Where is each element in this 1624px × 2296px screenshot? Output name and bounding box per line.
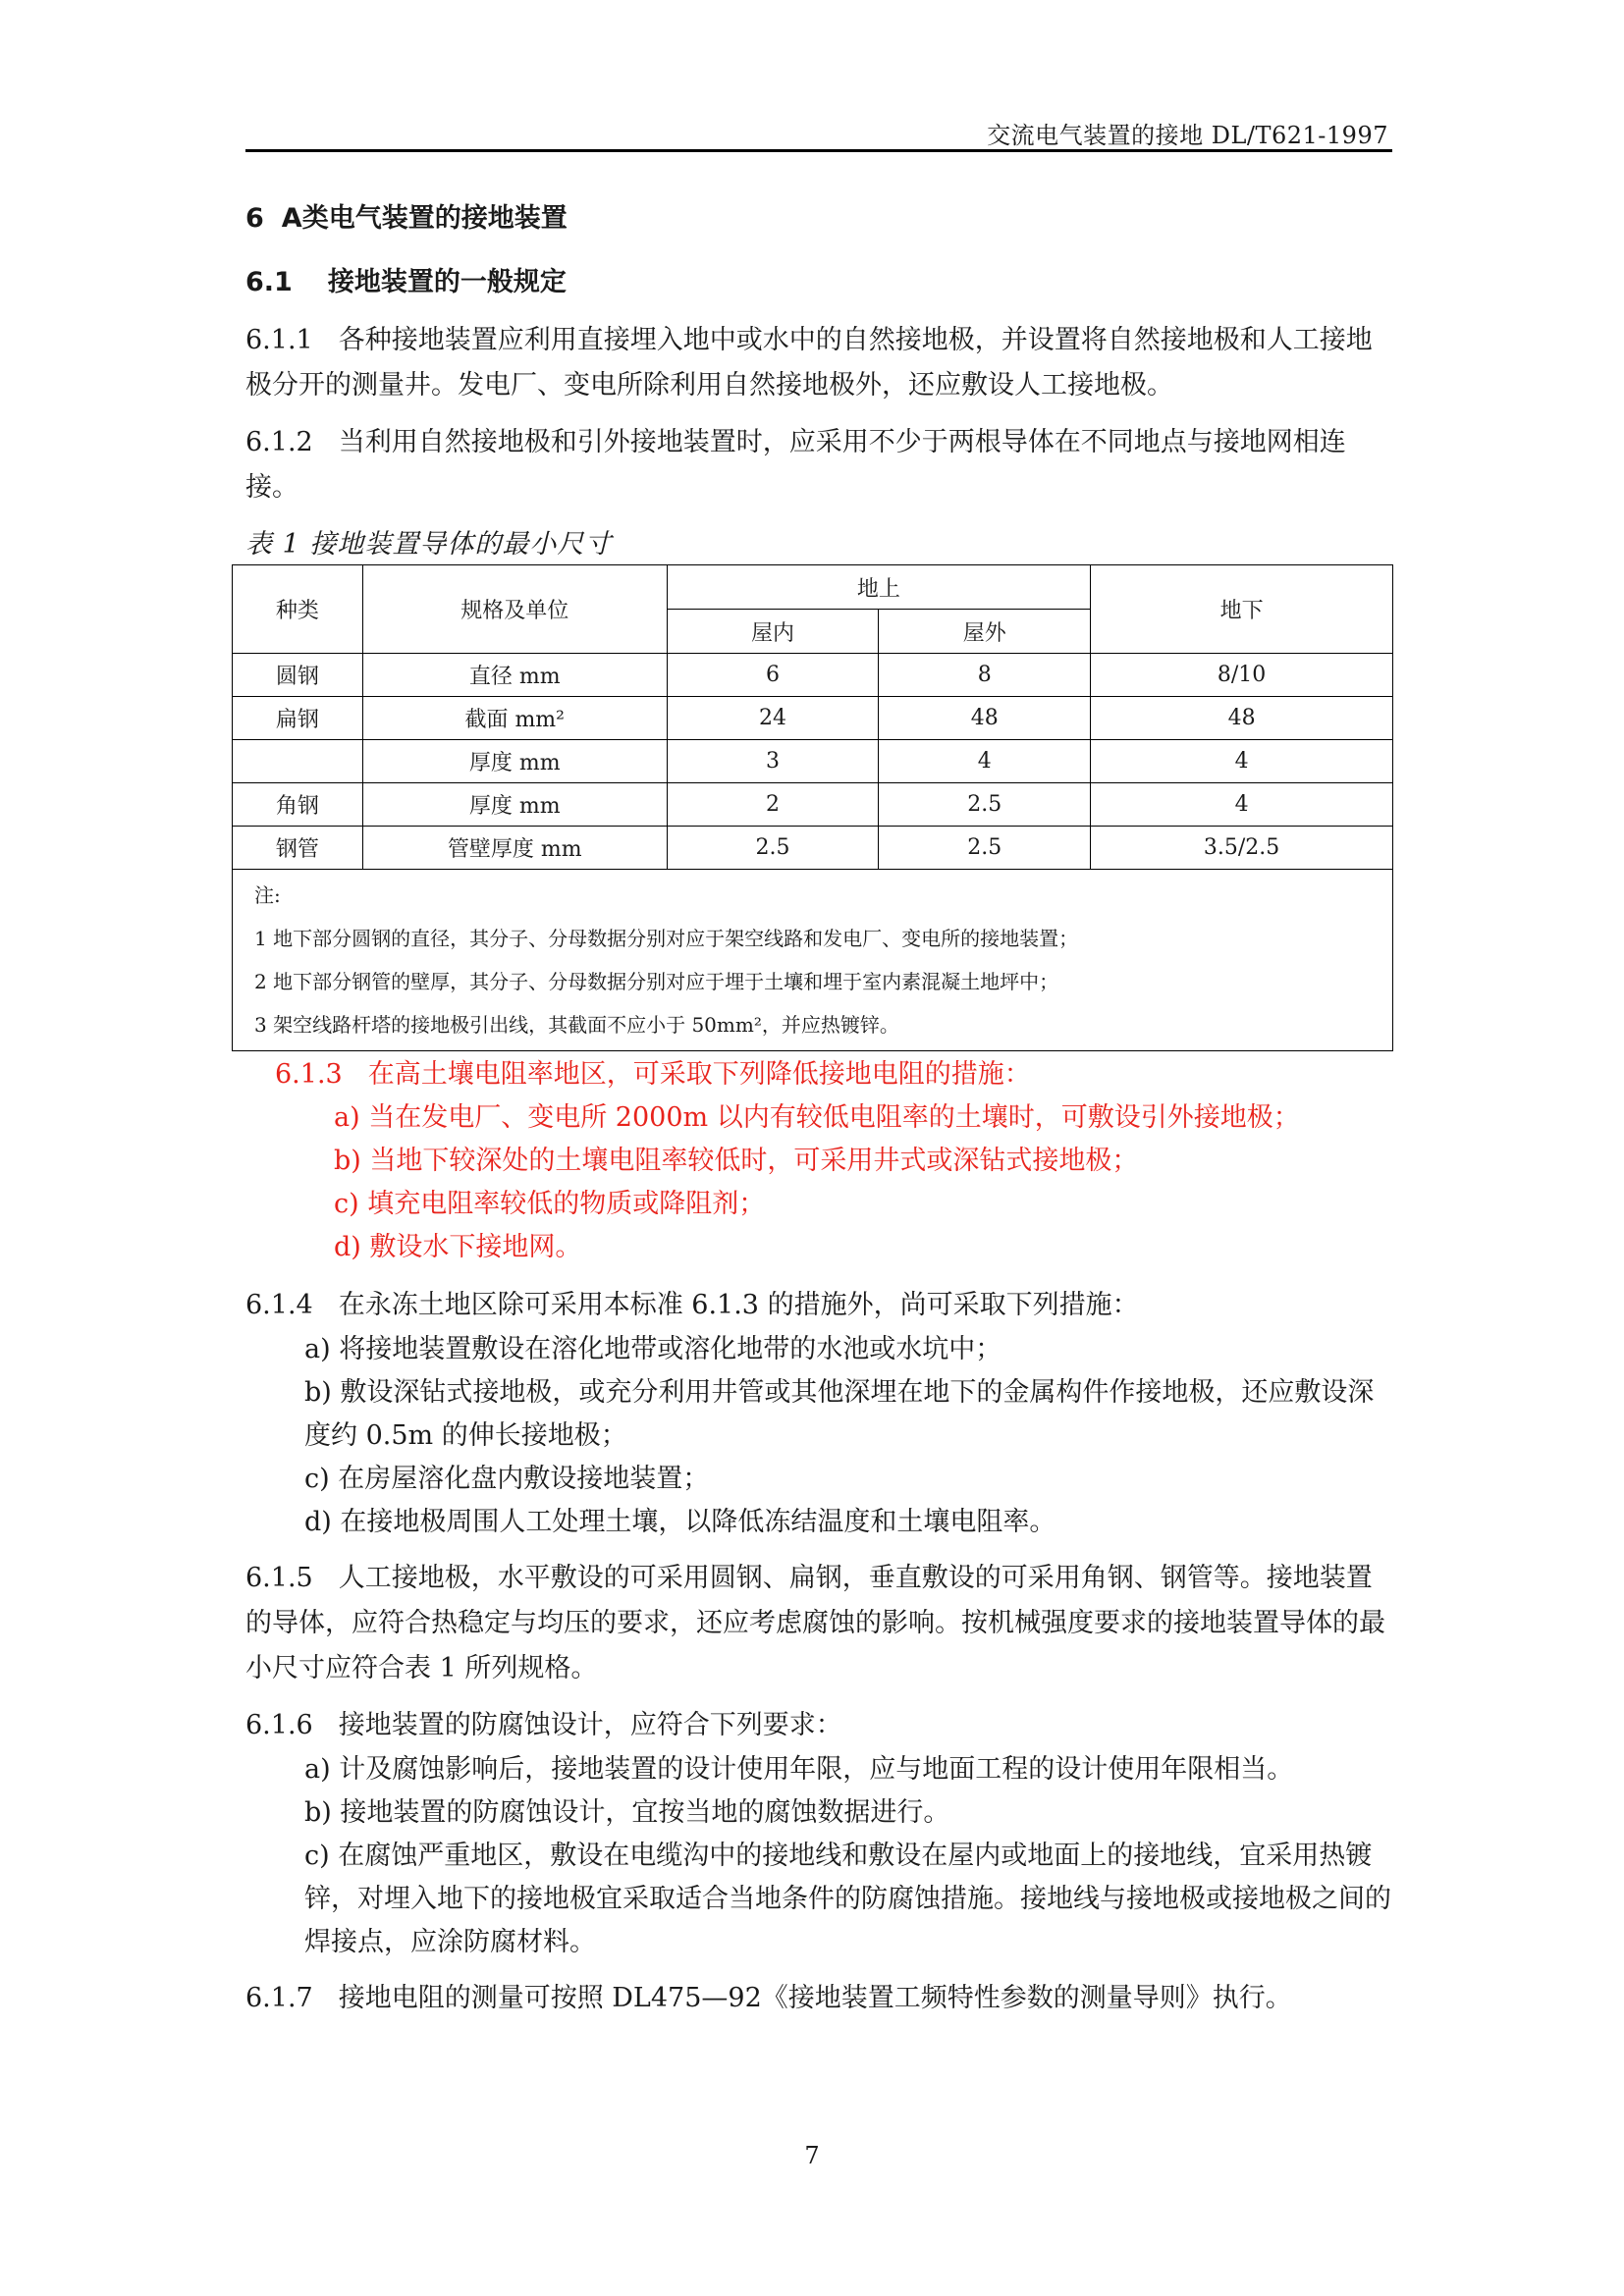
section-number: 6: [245, 203, 264, 234]
table-row: [233, 654, 1393, 697]
list-item: d) 在接地极周围人工处理土壤，以降低冻结温度和土壤电阻率。: [304, 1507, 1056, 1537]
clause-6-1-7: [245, 1976, 1392, 2021]
cell-below: 48: [1091, 697, 1393, 740]
clause-number: 6.1.3: [275, 1059, 343, 1090]
list-item: c) 在腐蚀严重地区，敷设在电缆沟中的接地线和敷设在屋内或地面上的接地线，宜采用热镀锌，对埋入地下的接地极宜采取适合当地条件的防腐蚀措施。接地线与接地极或接地极之间的焊接点，应涂防腐材料。: [304, 1841, 1391, 1957]
list-item: a) 计及腐蚀影响后，接地装置的设计使用年限，应与地面工程的设计使用年限相当。: [304, 1754, 1294, 1785]
cell-type: 角钢: [233, 783, 363, 827]
table-notes-row: [233, 870, 1393, 1051]
cell-type: 圆钢: [233, 654, 363, 697]
header-outdoor: 屋外: [879, 610, 1091, 654]
list-item: d) 敷设水下接地网。: [334, 1232, 582, 1262]
running-header: 交流电气装置的接地 DL/T621-1997: [987, 122, 1388, 149]
clause-text: 接地电阻的测量可按照 DL475—92《接地装置工频特性参数的测量导则》执行。: [338, 1983, 1292, 2013]
cell-type: 钢管: [233, 827, 363, 870]
clause-lead: [245, 1703, 1392, 1748]
subsection-number: 6.1: [245, 267, 293, 297]
cell-spec: 厚度 mm: [362, 783, 667, 827]
section-title: A类电气装置的接地装置: [281, 203, 568, 234]
clause-number: 6.1.6: [245, 1710, 313, 1740]
clause-number: 6.1.5: [245, 1563, 313, 1593]
cell-outdoor: 8: [879, 654, 1091, 697]
clause-6-1-6: [245, 1703, 1392, 1964]
clause-number: 6.1.2: [245, 427, 313, 457]
subsection-title: 接地装置的一般规定: [327, 267, 567, 297]
cell-outdoor: 4: [879, 740, 1091, 783]
cell-below: 4: [1091, 783, 1393, 827]
clause-text: 人工接地极，水平敷设的可采用圆钢、扁钢，垂直敷设的可采用角钢、钢管等。接地装置的导体，应符合热稳定与均压的要求，还应考虑腐蚀的影响。按机械强度要求的接地装置导体的最小尺寸应符合表 1 所列规格。: [245, 1563, 1385, 1683]
section-heading: [245, 196, 1392, 235]
table-notes: [233, 870, 1393, 1051]
cell-spec: 截面 mm²: [362, 697, 667, 740]
header-indoor: 屋内: [667, 610, 879, 654]
cell-spec: 直径 mm: [362, 654, 667, 697]
clause-lead: [275, 1053, 1392, 1096]
note-item: 3 架空线路杆塔的接地极引出线，其截面不应小于 50mm²，并应热镀锌。: [254, 1013, 899, 1037]
clause-6-1-2: [245, 420, 1392, 510]
subsection-heading: [245, 260, 1392, 298]
conductor-size-table: [232, 564, 1393, 1051]
clause-6-1-3: [245, 1053, 1392, 1269]
cell-indoor: 24: [667, 697, 879, 740]
cell-type: 扁钢: [233, 697, 363, 740]
clause-number: 6.1.1: [245, 325, 313, 355]
clause-lead: [245, 1283, 1392, 1328]
list-item: c) 填充电阻率较低的物质或降阻剂；: [334, 1189, 766, 1219]
cell-below: 4: [1091, 740, 1393, 783]
note-item: 1 地下部分圆钢的直径，其分子、分母数据分别对应于架空线路和发电厂、变电所的接地装置；: [254, 927, 1079, 950]
cell-outdoor: 2.5: [879, 783, 1091, 827]
note-item: 2 地下部分钢管的壁厚，其分子、分母数据分别对应于埋于土壤和埋于室内素混凝土地坪中；: [254, 970, 1059, 993]
table-header-row: [233, 565, 1393, 610]
table-caption: 表 1 接地装置导体的最小尺寸: [245, 529, 613, 560]
clause-text: 接地装置的防腐蚀设计，应符合下列要求：: [338, 1710, 842, 1740]
table-row: [233, 740, 1393, 783]
cell-outdoor: 2.5: [879, 827, 1091, 870]
clause-6-1-4: [245, 1283, 1392, 1544]
cell-below: 8/10: [1091, 654, 1393, 697]
page-number: 7: [804, 2142, 820, 2169]
clause-text: 当利用自然接地极和引外接地装置时，应采用不少于两根导体在不同地点与接地网相连接。: [245, 427, 1346, 503]
list-item: a) 将接地装置敷设在溶化地带或溶化地带的水池或水坑中；: [304, 1334, 1002, 1364]
cell-below: 3.5/2.5: [1091, 827, 1393, 870]
cell-indoor: 3: [667, 740, 879, 783]
list-item: c) 在房屋溶化盘内敷设接地装置；: [304, 1464, 710, 1494]
header-rule: [245, 149, 1392, 152]
table-row: [233, 697, 1393, 740]
clause-text: 在永冻土地区除可采用本标准 6.1.3 的措施外，尚可采取下列措施：: [338, 1290, 1139, 1320]
clause-number: 6.1.4: [245, 1290, 313, 1320]
cell-outdoor: 48: [879, 697, 1091, 740]
clause-6-1-1: [245, 318, 1392, 408]
header-above: 地上: [667, 565, 1091, 610]
list-item: b) 接地装置的防腐蚀设计，宜按当地的腐蚀数据进行。: [304, 1797, 950, 1828]
note-label: 注:: [254, 883, 281, 907]
list-item: b) 敷设深钻式接地极，或充分利用井管或其他深埋在地下的金属构件作接地极，还应敷设深度约 0.5m 的伸长接地极；: [304, 1377, 1375, 1451]
list-item: a) 当在发电厂、变电所 2000m 以内有较低电阻率的土壤时，可敷设引外接地极；: [334, 1102, 1300, 1133]
cell-indoor: 2: [667, 783, 879, 827]
cell-spec: 管壁厚度 mm: [362, 827, 667, 870]
table-row: [233, 827, 1393, 870]
table-row: [233, 783, 1393, 827]
list-item: b) 当地下较深处的土壤电阻率较低时，可采用井式或深钻式接地极；: [334, 1146, 1139, 1176]
page-content: [245, 196, 1392, 2033]
header-below: 地下: [1091, 565, 1393, 654]
cell-type: [233, 740, 363, 783]
clause-6-1-5: [245, 1556, 1392, 1691]
cell-spec: 厚度 mm: [362, 740, 667, 783]
header-spec: 规格及单位: [362, 565, 667, 654]
header-type: 种类: [233, 565, 363, 654]
cell-indoor: 6: [667, 654, 879, 697]
clause-text: 在高土壤电阻率地区，可采取下列降低接地电阻的措施：: [367, 1059, 1031, 1090]
cell-indoor: 2.5: [667, 827, 879, 870]
clause-text: 各种接地装置应利用直接埋入地中或水中的自然接地极，并设置将自然接地极和人工接地极分开的测量井。发电厂、变电所除利用自然接地极外，还应敷设人工接地极。: [245, 325, 1373, 400]
clause-number: 6.1.7: [245, 1983, 313, 2013]
